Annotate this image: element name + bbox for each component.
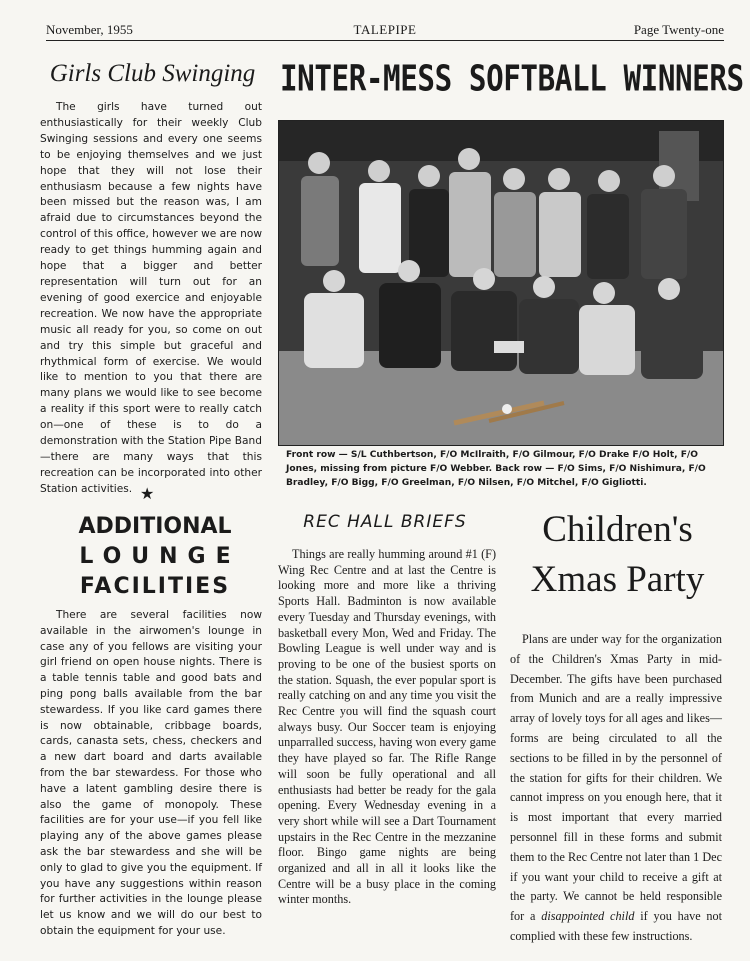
- team-photo-illustration: [279, 121, 723, 445]
- xmas-body-part-2: if you have not complied with these few instructions.: [510, 909, 722, 943]
- xmas-heading-line-1: Children's: [542, 509, 693, 550]
- xmas-body-part-1: Plans are under way for the organization of the Children's Xmas Party in mid-December. The gifts have been purchased from Munich and are a really impressive array of lovely toys for all ages and likes—forms are being circulated to all the sections to be filled in by the personnel of the station for gifts for their children. We cannot impress on you enough here, that it is most important that every married personnel fill in these forms and submit them to the Rec Centre not later than 1 Dec if you want your child to receive a gift at the party. We cannot be held responsible for a: [510, 632, 722, 924]
- lounge-heading-line-3: FACILITIES: [79, 574, 231, 599]
- xmas-body-italic: disappointed child: [541, 909, 635, 924]
- xmas-party-heading: [510, 505, 725, 605]
- issue-date: November, 1955: [46, 22, 133, 37]
- lounge-heading-line-2: LOUNGE: [79, 544, 241, 569]
- xmas-party-article: [510, 630, 722, 947]
- photo-caption: Front row — S/L Cuthbertson, F/O McIlraith, F/O Gilmour, F/O Drake F/O Holt, F/O Jones, missing from picture F/O Webber. Back row — F/O Sims, F/O Nishimura, F/O Bradley, F/O Bigg, F/O Greelman, F/O Nilsen, F/O Mitchel, F/O Gigliotti.: [286, 450, 706, 488]
- page-number: Page Twenty-one: [633, 22, 724, 37]
- rec-hall-article: Things are really humming around #1 (F) Wing Rec Centre and at last the Centre is looking more and more like a thriving Sports Hall. Badminton is now available every Tuesday and Thursday evenings, with basketball every Mon, Wed and Friday. The Bowling League is well under way and is proving to be one of the busiest sports on the station. Squash, the ever popular sport is really catching on and any time you visit the Rec Centre you will find the squash court always busy. Our Soccer team is enjoying unparralled success, having won every game they have played so far. The Rifle Range will soon be fully operational and all enthusiasts had better be ready for the gala opening. Every Wednesday evening in a very short while will see a Dart Tournament upstairs in the Rec Centre in the mezzanine floor. Bingo game nights are being organized and all in all it looks like the Centre will be a busy place in the coming winter months.: [278, 547, 496, 907]
- xmas-heading-line-2: Xmas Party: [530, 559, 705, 600]
- lounge-heading-line-1: ADDITIONAL: [78, 514, 232, 539]
- girls-club-heading: Girls Club Swinging: [49, 60, 256, 87]
- lounge-article: There are several facilities now available in the airwomen's lounge in case any of you fellows are visiting your girl friend on open house nights. There is a table tennis table and good bats and ping pong balls available from the bar stewardess. If you like card games there is now obtainable, cribbage boards, cards, canasta sets, chess, checkers and a new dart board and darts available from the bar stewardess. For those who have a latent gambling desire there is also the game of monopoly. These facilities are for your use—if you fell like playing any of the above games please ask the bar stewardess and she will be only to glad to give you the equipment. If you have any suggestions within reason for further activities in the lounge please let us know and we will do our best to obtain the equipment for your use.: [40, 609, 262, 937]
- publication-name: TALEPIPE: [353, 22, 417, 37]
- page-header: [46, 22, 724, 41]
- lounge-heading: [60, 512, 250, 602]
- rec-hall-heading: REC HALL BRIEFS: [303, 512, 467, 532]
- team-photo: [278, 120, 724, 446]
- girls-club-article: The girls have turned out enthusiastically for their weekly Club Swinging sessions and every one seems to be enjoying themselves and we just hope that they will not lose their enthusiasm because a few nights have been missed but the reason was, I am afraid due to circumstances beyond the control of this office, however we are now ready to get things humming again and hope that a bigger and better representation will turn out for an evening of good exercice and enjoyable recreation. We now have the appropriate music all ready for you, so come on out and try this simple but graceful and rhythmical form of exercise. We would like to mention to you that there are many plans we would like to see become a reality if this sport were to really catch on—one of these is to do a demonstration with the Station Pipe Band—there are many ways that this recreation can be incorporated into other Station activities.: [40, 101, 262, 495]
- softball-heading: INTER-MESS SOFTBALL WINNERS: [280, 58, 744, 100]
- star-separator-icon: ★: [140, 484, 155, 503]
